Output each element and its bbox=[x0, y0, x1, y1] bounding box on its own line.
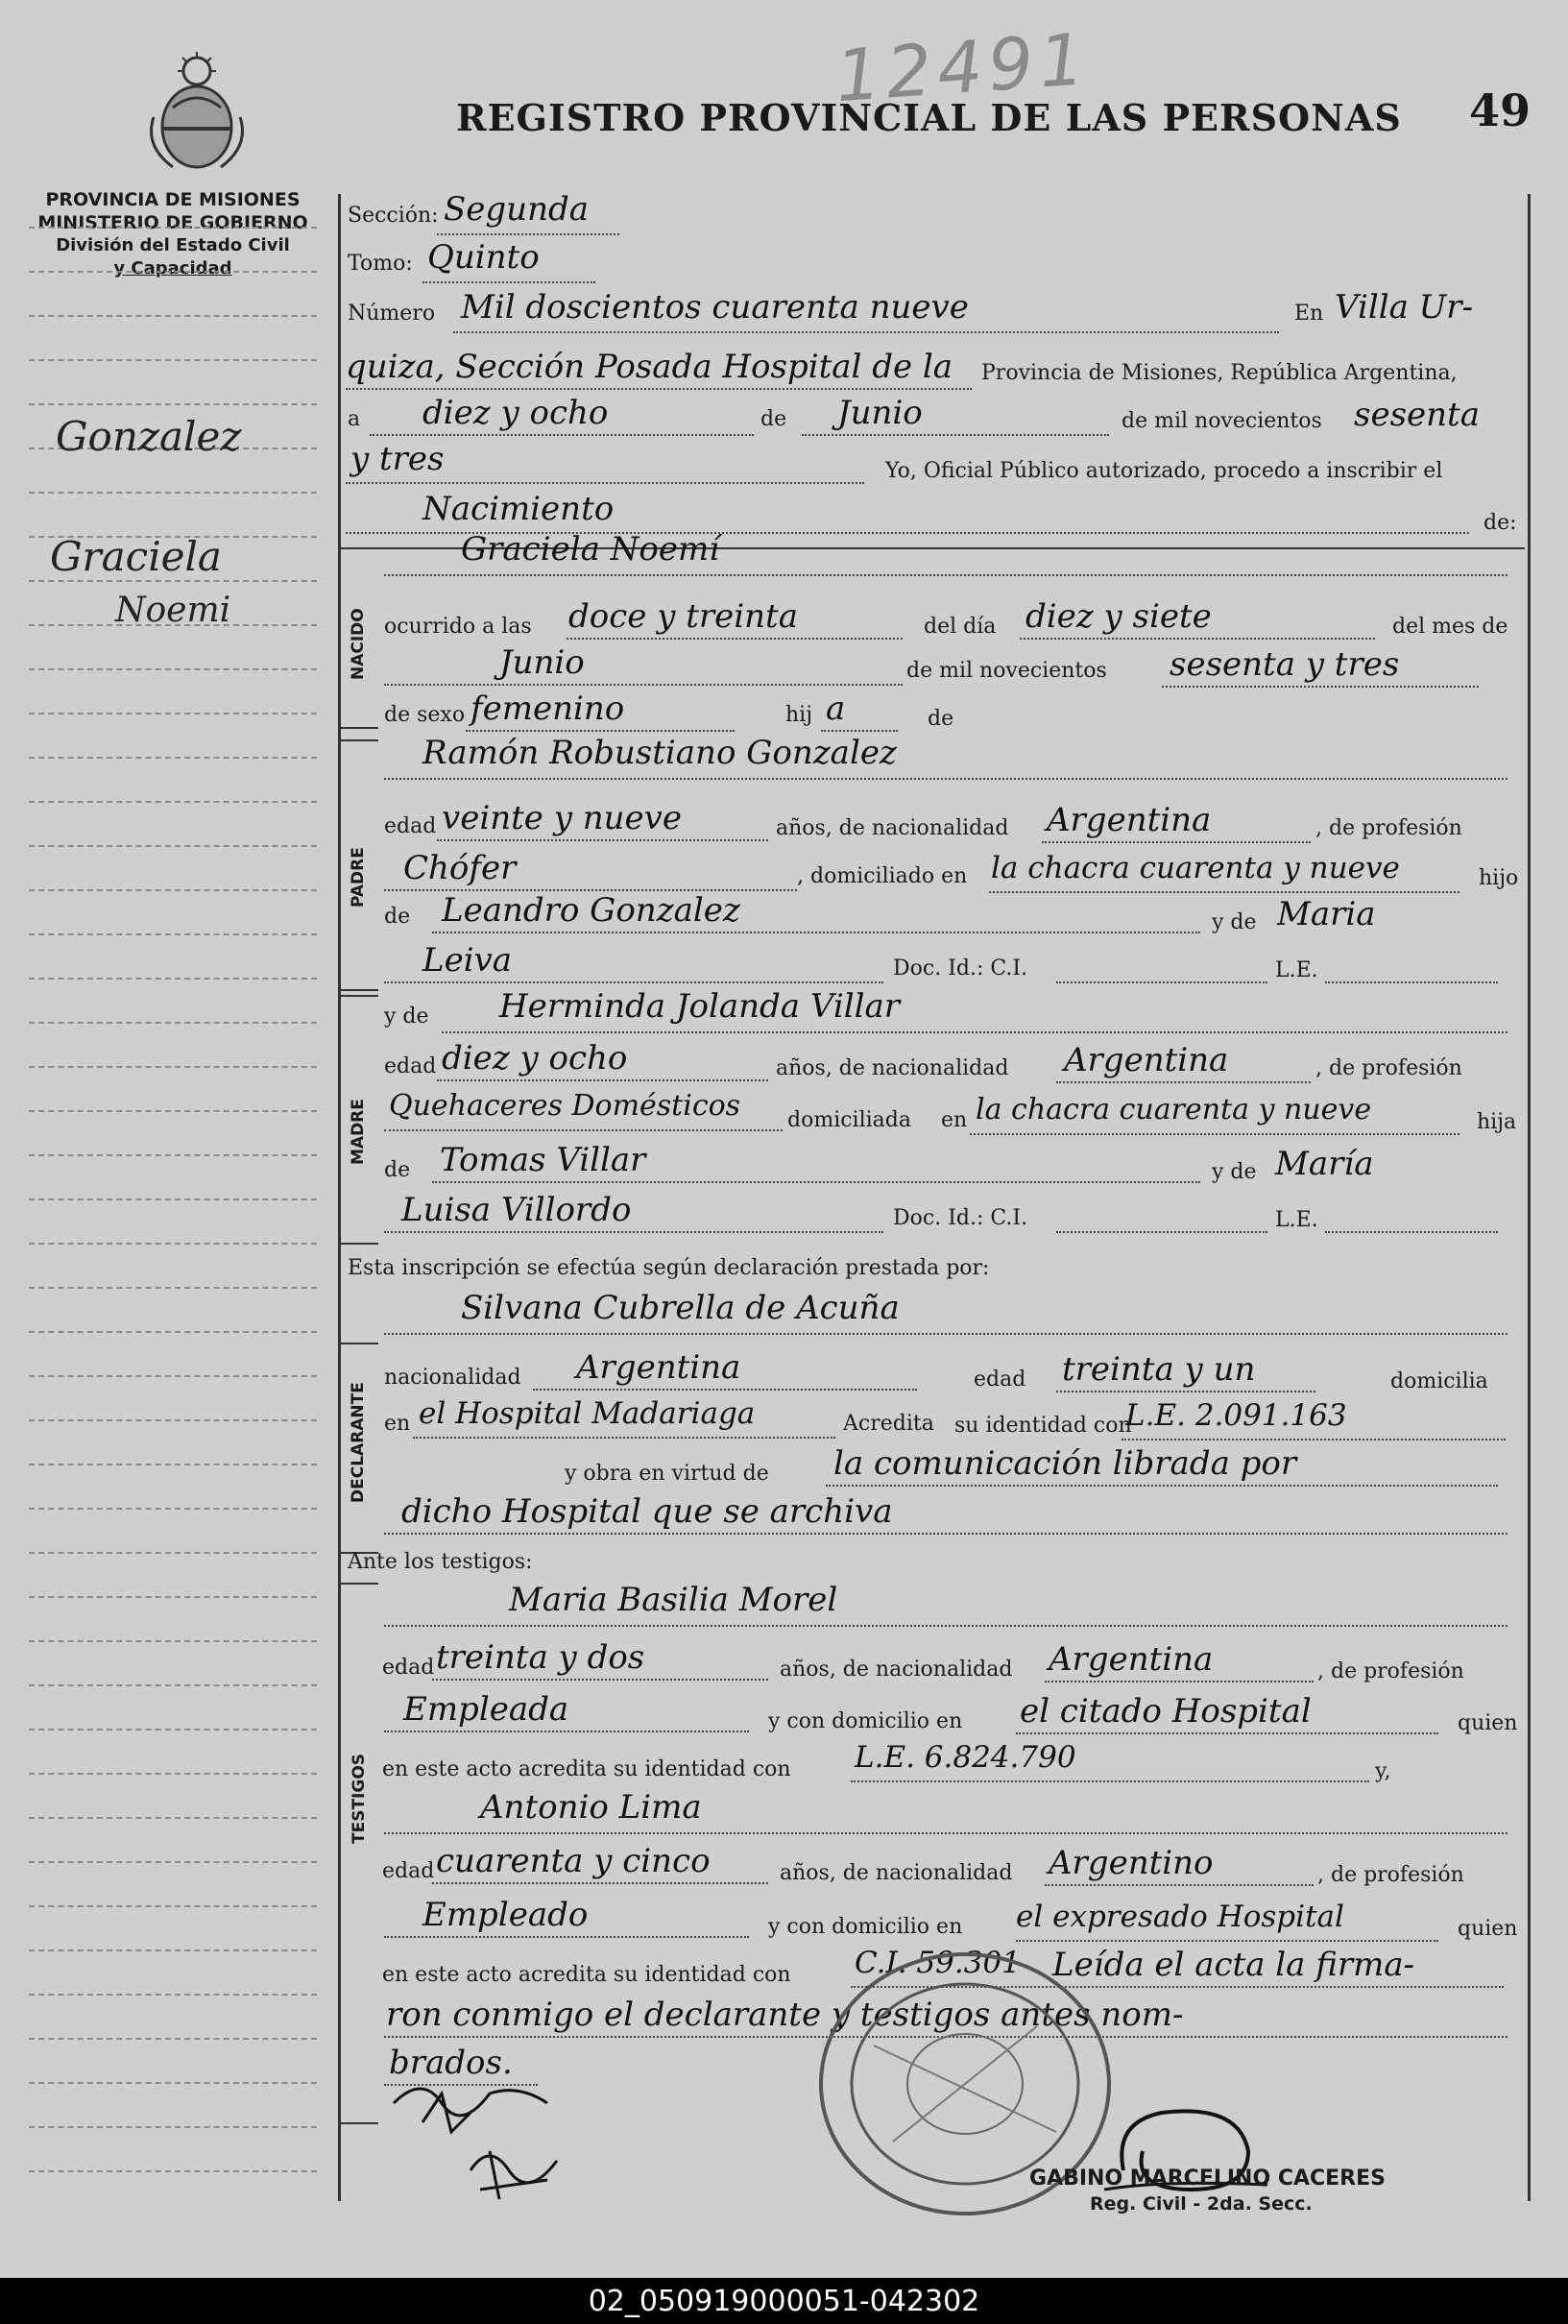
margin-line bbox=[29, 1729, 317, 1731]
testigo2-edad: cuarenta y cinco bbox=[436, 1842, 711, 1880]
testigo2-nombre: Antonio Lima bbox=[480, 1788, 702, 1827]
padre-madre-de-1: Maria bbox=[1277, 895, 1376, 933]
testigo1-domicilio: el citado Hospital bbox=[1020, 1692, 1312, 1731]
fecha-mes: Junio bbox=[837, 394, 923, 432]
margin-line bbox=[29, 1949, 317, 1951]
margin-line bbox=[29, 2038, 317, 2040]
declarante-en-label: en bbox=[384, 1412, 411, 1436]
margin-line bbox=[29, 713, 317, 714]
declarante-nombre: Silvana Cubrella de Acuña bbox=[461, 1289, 900, 1327]
margin-line bbox=[29, 1419, 317, 1421]
hij-suffix: a bbox=[826, 690, 846, 728]
madre-y-de-label: y de bbox=[384, 1005, 429, 1029]
testigo1-quien-label: quien bbox=[1458, 1711, 1518, 1735]
lugar-value-2: quiza, Sección Posada Hospital de la bbox=[346, 348, 953, 386]
margin-given-name-1: Graciela bbox=[50, 533, 222, 580]
margin-line bbox=[29, 933, 317, 935]
madre-y-de2-label: y de bbox=[1212, 1160, 1257, 1184]
padre-padre-de: Leandro Gonzalez bbox=[442, 891, 740, 930]
testigo1-dom-label: y con domicilio en bbox=[768, 1709, 963, 1733]
margin-line bbox=[29, 227, 317, 229]
fecha-anio-1: sesenta bbox=[1354, 396, 1480, 434]
margin-line bbox=[29, 271, 317, 273]
acredita-label: Acredita bbox=[843, 1412, 934, 1436]
padre-madre-de-2: Leiva bbox=[422, 941, 513, 980]
domicilia-label: domicilia bbox=[1390, 1369, 1488, 1393]
margin-line bbox=[29, 359, 317, 361]
margin-line bbox=[29, 845, 317, 847]
nacido-de-label: de bbox=[928, 707, 954, 731]
declarante-virtud-1: la comunicación librada por bbox=[833, 1444, 1297, 1483]
margin-line bbox=[29, 1243, 317, 1245]
margin-line bbox=[29, 668, 317, 670]
madre-nacionalidad: Argentina bbox=[1064, 1041, 1229, 1079]
padre-nombre: Ramón Robustiano Gonzalez bbox=[422, 734, 897, 772]
de-label: de bbox=[760, 407, 787, 431]
margin-line bbox=[29, 1110, 317, 1112]
padre-doc-label: Doc. Id.: C.I. bbox=[893, 956, 1028, 980]
testigo1-edad-label: edad bbox=[382, 1656, 435, 1680]
declarante-nac-label: nacionalidad bbox=[384, 1366, 521, 1390]
testigo2-nac-label: años, de nacionalidad bbox=[780, 1861, 1013, 1885]
margin-line bbox=[29, 1905, 317, 1907]
margin-line bbox=[29, 2170, 317, 2172]
margin-line bbox=[29, 1773, 317, 1775]
seccion-value: Segunda bbox=[444, 190, 590, 229]
testigos-label: TESTIGOS bbox=[350, 1753, 369, 1844]
madre-le-label: L.E. bbox=[1275, 1208, 1318, 1232]
testigo1-edad: treinta y dos bbox=[436, 1638, 645, 1677]
margin-line bbox=[29, 2082, 317, 2084]
capacity-label: y Capacidad bbox=[113, 258, 232, 278]
nacido-anio: sesenta y tres bbox=[1170, 645, 1400, 684]
acredita-text: su identidad con bbox=[954, 1414, 1132, 1438]
margin-line bbox=[29, 1861, 317, 1863]
padre-prof-label: , de profesión bbox=[1315, 816, 1462, 840]
margin-line bbox=[29, 1154, 317, 1156]
padre-de-label: de bbox=[384, 905, 411, 929]
nacido-mes: Junio bbox=[499, 643, 585, 682]
testigo2-documento: C.I. 59.301 bbox=[855, 1946, 1021, 1980]
margin-line bbox=[29, 1464, 317, 1465]
testigo-y-label: y, bbox=[1375, 1759, 1391, 1783]
de-colon-label: de: bbox=[1484, 511, 1517, 535]
declarante-nacionalidad: Argentina bbox=[576, 1348, 741, 1387]
testigo1-nacionalidad: Argentina bbox=[1049, 1640, 1214, 1679]
madre-profesion: Quehaceres Domésticos bbox=[389, 1089, 741, 1123]
margin-given-name-2: Noemi bbox=[115, 591, 231, 630]
province-label: PROVINCIA DE MISIONES bbox=[45, 189, 301, 210]
nacido-sexo: femenino bbox=[470, 690, 625, 728]
madre-edad: diez y ocho bbox=[442, 1039, 628, 1077]
margin-line bbox=[29, 2126, 317, 2128]
madre-edad-label: edad bbox=[384, 1054, 437, 1078]
register-number: 12491 bbox=[832, 17, 1094, 119]
margin-line bbox=[29, 1508, 317, 1510]
testigo2-profesion: Empleado bbox=[422, 1896, 589, 1934]
division-label: División del Estado Civil bbox=[56, 235, 290, 255]
padre-edad: veinte y nueve bbox=[442, 799, 682, 837]
hij-label: hij bbox=[785, 703, 813, 727]
seccion-label: Sección: bbox=[348, 204, 439, 228]
madre-madre-de-2: Luisa Villordo bbox=[401, 1191, 632, 1229]
testigo1-acredita-label: en este acto acredita su identidad con bbox=[382, 1757, 791, 1781]
padre-edad-label: edad bbox=[384, 814, 437, 838]
padre-profesion: Chófer bbox=[403, 849, 517, 887]
padre-nacionalidad: Argentina bbox=[1047, 801, 1212, 839]
testigo1-prof-label: , de profesión bbox=[1317, 1659, 1464, 1683]
page-title: REGISTRO PROVINCIAL DE LAS PERSONAS bbox=[456, 96, 1402, 139]
madre-nombre: Herminda Jolanda Villar bbox=[499, 987, 900, 1026]
testigo2-prof-label: , de profesión bbox=[1317, 1863, 1464, 1887]
margin-line bbox=[29, 1022, 317, 1024]
margin-line bbox=[29, 889, 317, 891]
margin-line bbox=[29, 1994, 317, 1996]
margin-surname: Gonzalez bbox=[56, 413, 242, 460]
testigo1-nombre: Maria Basilia Morel bbox=[509, 1581, 838, 1619]
nacido-dia: diez y siete bbox=[1025, 597, 1212, 636]
declarante-documento: L.E. 2.091.163 bbox=[1125, 1398, 1347, 1433]
padre-le-label: L.E. bbox=[1275, 958, 1318, 982]
madre-dom-label: domiciliada bbox=[787, 1108, 911, 1132]
provincia-text: Provincia de Misiones, República Argentina, bbox=[981, 361, 1458, 385]
sexo-label: de sexo bbox=[384, 703, 466, 727]
image-id-label: 02_050919000051-042302 bbox=[588, 2284, 980, 2318]
nacido-nombre: Graciela Noemí bbox=[461, 530, 720, 569]
mil-label: de mil novecientos bbox=[1122, 409, 1322, 433]
testigo2-nacionalidad: Argentino bbox=[1049, 1844, 1214, 1882]
tomo-label: Tomo: bbox=[348, 252, 413, 276]
a-label: a bbox=[348, 407, 361, 431]
testigo2-acredita-label: en este acto acredita su identidad con bbox=[382, 1963, 791, 1987]
madre-label: MADRE bbox=[349, 1099, 368, 1165]
oficial-text: Yo, Oficial Público autorizado, procedo a inscribir el bbox=[885, 459, 1443, 483]
margin-line bbox=[29, 1817, 317, 1819]
nacido-mil-label: de mil novecientos bbox=[906, 659, 1107, 683]
padre-y-de-label: y de bbox=[1212, 910, 1257, 934]
margin-line bbox=[29, 757, 317, 759]
hija-label: hija bbox=[1477, 1110, 1517, 1134]
page-number: 49 bbox=[1469, 85, 1532, 136]
madre-de-label: de bbox=[384, 1158, 411, 1182]
madre-madre-de-1: María bbox=[1275, 1145, 1374, 1183]
margin-line bbox=[29, 1684, 317, 1686]
coat-of-arms-icon bbox=[144, 50, 250, 175]
padre-label: PADRE bbox=[349, 847, 368, 908]
lugar-value-1: Villa Ur- bbox=[1335, 288, 1474, 327]
fecha-dia: diez y ocho bbox=[422, 394, 609, 432]
declarante-virtud-2: dicho Hospital que se archiva bbox=[401, 1492, 893, 1531]
madre-en-label: en bbox=[941, 1108, 968, 1132]
ministry-label: MINISTERIO DE GOBIERNO bbox=[37, 212, 308, 233]
tomo-value: Quinto bbox=[427, 238, 540, 277]
padre-dom-label: , domiciliado en bbox=[797, 864, 968, 888]
cierre-line-3: brados. bbox=[389, 2044, 513, 2082]
madre-doc-label: Doc. Id.: C.I. bbox=[893, 1206, 1028, 1230]
margin-line bbox=[29, 978, 317, 980]
margin-line bbox=[29, 801, 317, 803]
image-id-bar bbox=[0, 2278, 1568, 2324]
madre-prof-label: , de profesión bbox=[1315, 1056, 1462, 1080]
numero-value: Mil doscientos cuarenta nueve bbox=[461, 288, 969, 327]
fecha-anio-2: y tres bbox=[350, 440, 445, 478]
official-name: GABINO MARCELINO CACERES bbox=[1029, 2167, 1386, 2191]
madre-nac-label: años, de nacionalidad bbox=[776, 1056, 1009, 1080]
declarante-edad-label: edad bbox=[974, 1368, 1026, 1392]
numero-label: Número bbox=[348, 302, 436, 326]
testigo2-edad-label: edad bbox=[382, 1859, 435, 1883]
testigo2-dom-label: y con domicilio en bbox=[768, 1915, 963, 1939]
cierre-line-2: ron conmigo el declarante y testigos antes nom- bbox=[386, 1996, 1184, 2034]
ministry-block bbox=[19, 188, 326, 280]
margin-line bbox=[29, 1287, 317, 1289]
en-label: En bbox=[1294, 302, 1324, 326]
testigo1-documento: L.E. 6.824.790 bbox=[855, 1740, 1076, 1775]
margin-line bbox=[29, 1198, 317, 1200]
signature-witnesses-icon bbox=[384, 2065, 615, 2209]
ocurrido-label: ocurrido a las bbox=[384, 615, 532, 639]
madre-domicilio: la chacra cuarenta y nueve bbox=[976, 1093, 1372, 1126]
official-title: Reg. Civil - 2da. Secc. bbox=[1090, 2193, 1313, 2215]
nacido-label: NACIDO bbox=[349, 608, 368, 680]
padre-domicilio: la chacra cuarenta y nueve bbox=[991, 851, 1400, 885]
margin-line bbox=[29, 315, 317, 317]
testigo1-nac-label: años, de nacionalidad bbox=[780, 1658, 1013, 1682]
declarante-label: DECLARANTE bbox=[349, 1382, 368, 1503]
del-mes-label: del mes de bbox=[1392, 615, 1508, 639]
margin-line bbox=[29, 580, 317, 582]
margin-line bbox=[29, 403, 317, 405]
padre-nac-label: años, de nacionalidad bbox=[776, 816, 1009, 840]
declarante-intro: Esta inscripción se efectúa según declaración prestada por: bbox=[348, 1256, 990, 1280]
margin-line bbox=[29, 492, 317, 494]
obra-label: y obra en virtud de bbox=[565, 1462, 769, 1486]
cierre-line-1: Leída el acta la firma- bbox=[1052, 1946, 1415, 1984]
testigo2-quien-label: quien bbox=[1458, 1917, 1518, 1941]
madre-padre-de: Tomas Villar bbox=[440, 1141, 646, 1179]
margin-line bbox=[29, 1375, 317, 1377]
margin-line bbox=[29, 1331, 317, 1333]
testigo1-profesion: Empleada bbox=[403, 1690, 569, 1729]
del-dia-label: del día bbox=[924, 615, 997, 639]
margin-line bbox=[29, 1552, 317, 1554]
margin-line bbox=[29, 1596, 317, 1598]
testigos-section bbox=[338, 1583, 378, 2124]
margin-line bbox=[29, 1640, 317, 1642]
testigo2-domicilio: el expresado Hospital bbox=[1016, 1900, 1344, 1934]
declarante-domicilio: el Hospital Madariaga bbox=[419, 1396, 756, 1431]
acto-value: Nacimiento bbox=[422, 490, 615, 528]
testigos-intro: Ante los testigos: bbox=[348, 1550, 533, 1574]
hijo-label: hijo bbox=[1479, 866, 1519, 890]
margin-line bbox=[29, 1066, 317, 1068]
declarante-edad: treinta y un bbox=[1062, 1350, 1256, 1389]
nacido-hora: doce y treinta bbox=[568, 597, 798, 636]
